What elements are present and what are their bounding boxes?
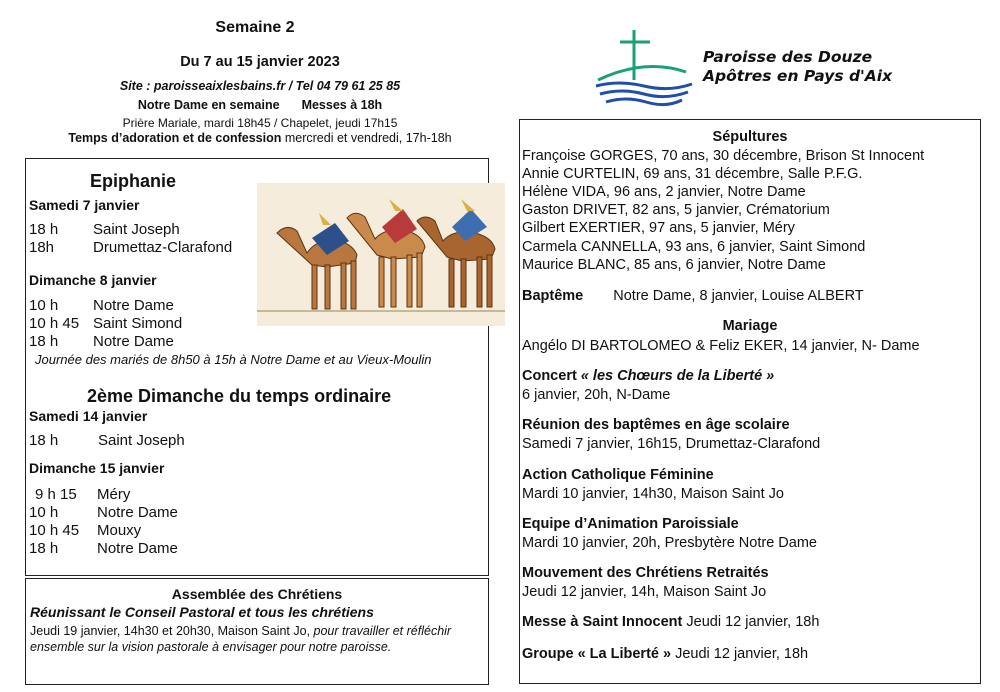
funeral-item: Annie CURTELIN, 69 ans, 31 décembre, Salle P.F.G. [522, 166, 863, 182]
concert-label: Concert [522, 368, 581, 384]
day-label: Samedi 7 janvier [29, 197, 140, 213]
mass-time: 18 h [29, 540, 59, 557]
bulletin-week-title: Semaine 2 [215, 19, 295, 36]
funeral-item: Maurice BLANC, 85 ans, 6 janvier, Notre Dame [522, 257, 826, 273]
liberte-group-text: Jeudi 12 janvier, 18h [671, 646, 809, 662]
liberte-group-title: Groupe « La Liberté » [522, 646, 672, 662]
adoration-label: Temps d’adoration et de confession [68, 131, 282, 145]
parish-name [703, 48, 892, 86]
mass-place: Drumettaz-Clarafond [93, 239, 233, 256]
funeral-item: Gilbert EXERTIER, 97 ans, 5 janvier, Méry [522, 220, 795, 236]
assembly-subtitle: Réunissant le Conseil Pastoral et tous les chrétiens [30, 604, 374, 620]
adoration-times: mercredi et vendredi, 17h-18h [281, 131, 452, 145]
mass-time: 18 h [29, 333, 59, 350]
funeral-item: Carmela CANNELLA, 93 ans, 6 janvier, Saint Simond [522, 239, 866, 255]
mass-time: 18h [29, 239, 55, 256]
day-label: Dimanche 15 janvier [29, 460, 165, 476]
liberte-group [522, 646, 808, 662]
ordinary-sunday-title: 2ème Dimanche du temps ordinaire [87, 386, 392, 406]
mass-time: 10 h [29, 297, 59, 314]
site-and-phone: Site : paroisseaixlesbains.fr / Tel 04 79 61 25 85 [119, 79, 401, 93]
marriage-title: Mariage [722, 318, 778, 334]
parish-name-line1: Paroisse des Douze [703, 48, 873, 66]
mcr-text: Jeudi 12 janvier, 14h, Maison Saint Jo [522, 584, 767, 600]
weekday-mass-label: Notre Dame en semaine [137, 98, 280, 112]
adoration-info [30, 131, 490, 145]
mass-time: 10 h [29, 504, 59, 521]
assembly-text [30, 623, 480, 655]
funeral-item: Françoise GORGES, 70 ans, 30 décembre, Brison St Innocent [522, 148, 925, 164]
baptism-text: Notre Dame, 8 janvier, Louise ALBERT [613, 288, 864, 304]
mass-place: Notre Dame [93, 333, 174, 350]
eap-text: Mardi 10 janvier, 20h, Presbytère Notre Dame [522, 535, 817, 551]
mass-place: Saint Joseph [93, 221, 180, 238]
mass-place: Mouxy [97, 522, 142, 539]
saint-innocent-text: Jeudi 12 janvier, 18h [682, 614, 820, 630]
parish-logo-icon [594, 28, 694, 112]
mass-place: Notre Dame [97, 504, 178, 521]
mass-time: 18 h [29, 432, 59, 449]
eap-title: Equipe d’Animation Paroissiale [522, 516, 739, 532]
funeral-item: Gaston DRIVET, 82 ans, 5 janvier, Crématorium [522, 202, 830, 218]
parish-name-line2: Apôtres en Pays d'Aix [703, 67, 893, 85]
mass-time: 18 h [29, 221, 59, 238]
mass-time: 10 h 45 [29, 315, 80, 332]
saint-innocent-title: Messe à Saint Innocent [522, 614, 683, 630]
acf-title: Action Catholique Féminine [522, 467, 714, 483]
assembly-date: Jeudi 19 janvier, 14h30 et 20h30, Maison Saint Jo, [30, 624, 314, 638]
epiphany-title: Epiphanie [90, 171, 177, 191]
concert-text: 6 janvier, 20h, N-Dame [522, 387, 671, 403]
funeral-item: Hélène VIDA, 96 ans, 2 janvier, Notre Dame [522, 184, 806, 200]
concert-name: « les Chœurs de la Liberté » [580, 368, 775, 384]
marriage-text: Angélo DI BARTOLOMEO & Feliz EKER, 14 janvier, N- Dame [522, 338, 920, 354]
mass-place: Notre Dame [97, 540, 178, 557]
acf-text: Mardi 10 janvier, 14h30, Maison Saint Jo [522, 486, 784, 502]
school-baptism-text: Samedi 7 janvier, 16h15, Drumettaz-Clarafond [522, 436, 821, 452]
mass-place: Saint Simond [93, 315, 183, 332]
funerals-title: Sépultures [712, 129, 788, 145]
mass-time: 9 h 15 [35, 486, 77, 503]
mass-time: 10 h 45 [29, 522, 80, 539]
weekday-mass-info [60, 98, 460, 112]
baptism-line [522, 288, 864, 304]
mcr-title: Mouvement des Chrétiens Retraités [522, 565, 769, 581]
assembly-purpose: pour travailler et réfléchir ensemble sur la vision pastorale à envisager pour notre paroisse. [30, 624, 452, 654]
school-baptism-title: Réunion des baptêmes en âge scolaire [522, 417, 790, 433]
weekday-mass-time: Messes à 18h [301, 98, 383, 112]
three-kings-camels-illustration [257, 183, 505, 326]
mass-place: Saint Joseph [98, 432, 185, 449]
bulletin-dates: Du 7 au 15 janvier 2023 [180, 54, 340, 70]
day-label: Samedi 14 janvier [29, 408, 148, 424]
mass-place: Notre Dame [93, 297, 174, 314]
mass-place: Méry [97, 486, 131, 503]
baptism-label: Baptême [522, 288, 584, 304]
assembly-title: Assemblée des Chrétiens [171, 586, 343, 602]
day-label: Dimanche 8 janvier [29, 272, 157, 288]
saint-innocent-mass [522, 614, 819, 630]
married-day-note: Journée des mariés de 8h50 à 15h à Notre Dame et au Vieux-Moulin [35, 352, 432, 367]
prayer-info: Prière Mariale, mardi 18h45 / Chapelet, jeudi 17h15 [122, 116, 398, 130]
concert-title [522, 368, 774, 384]
